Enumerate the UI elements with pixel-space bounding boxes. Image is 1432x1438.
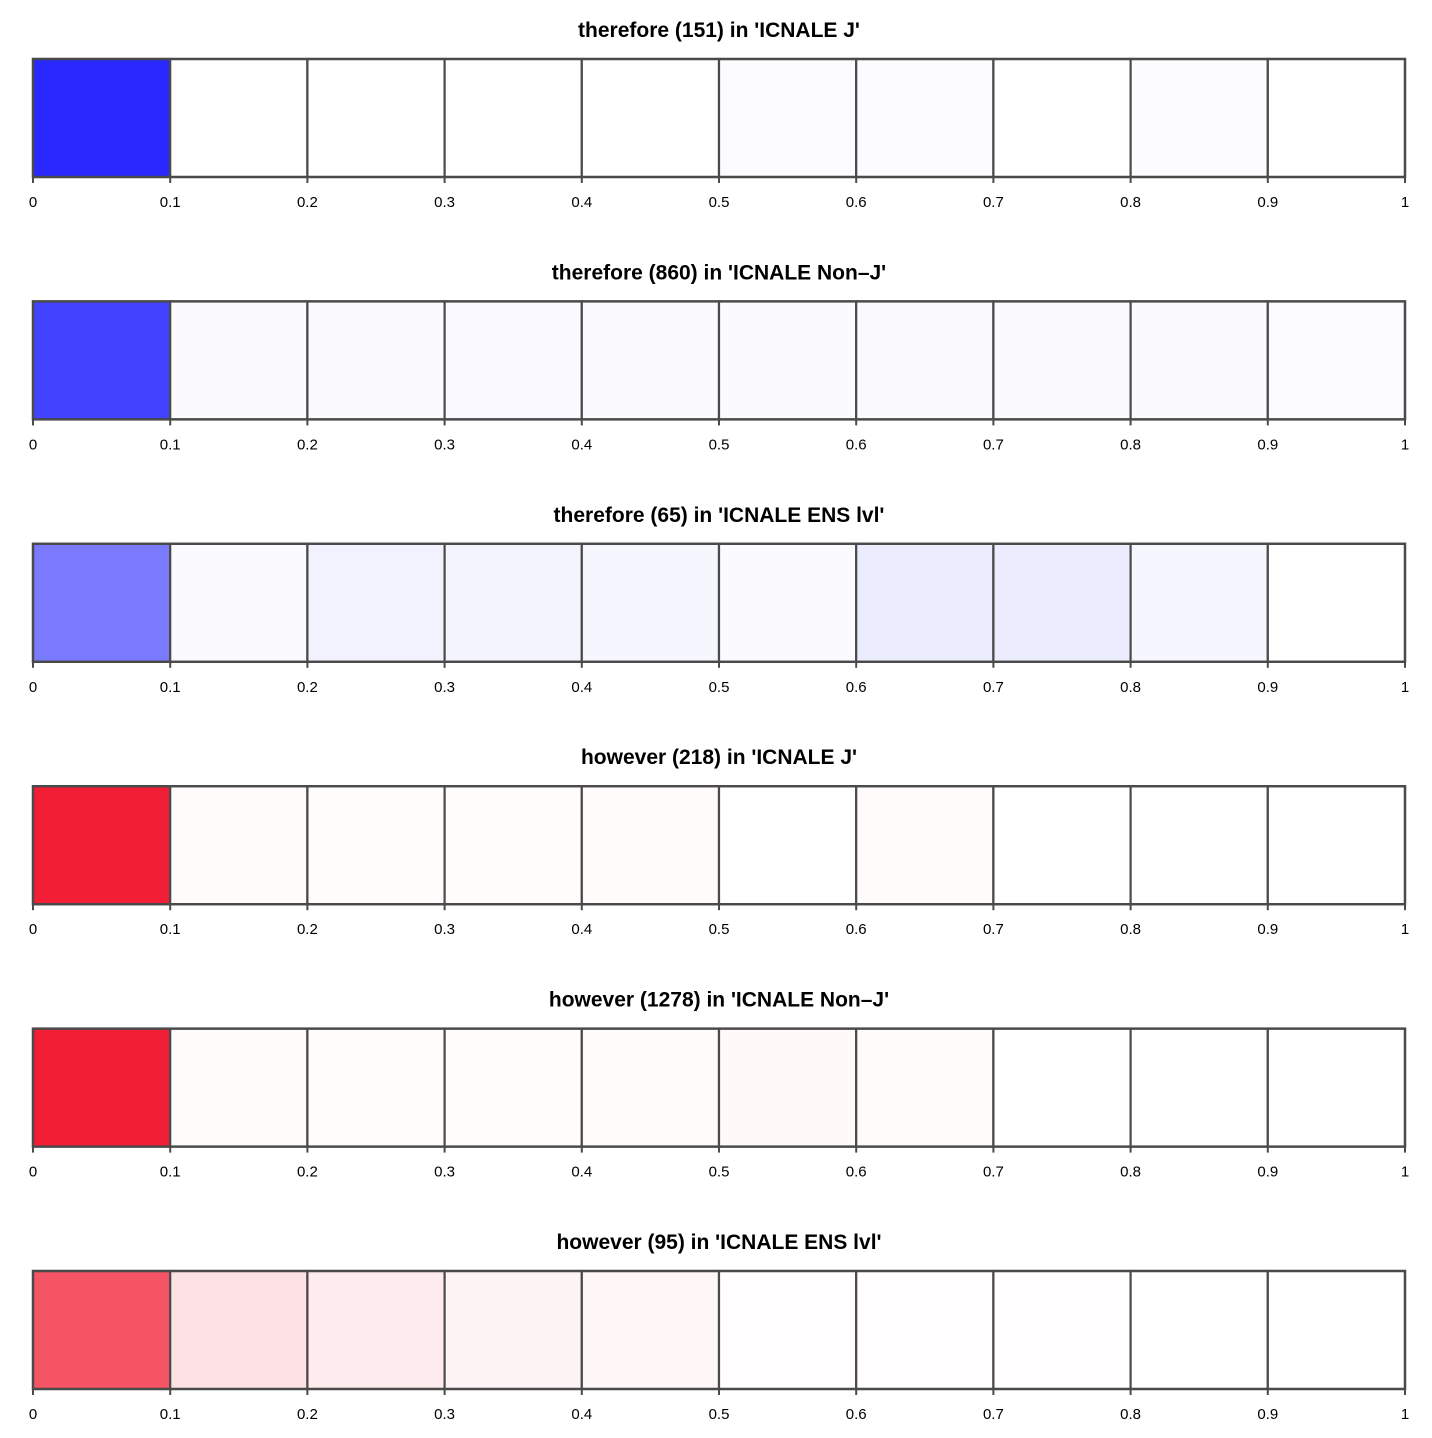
x-tick-label: 0.2 [296, 436, 318, 454]
heat-cell [445, 1271, 582, 1389]
heat-cell [993, 544, 1130, 662]
heat-cell [719, 1271, 856, 1389]
x-tick-label: 0.6 [845, 1406, 867, 1423]
heat-cell [445, 1029, 582, 1147]
heat-cell [719, 1029, 856, 1147]
x-tick-label: 0.3 [434, 1163, 456, 1181]
heat-cell [1268, 786, 1405, 904]
heat-cell [993, 59, 1130, 177]
x-tick-label: 1 [1400, 436, 1410, 454]
heat-cell [170, 786, 307, 904]
x-tick-label: 0.1 [159, 436, 181, 454]
x-tick-label: 0.8 [1120, 436, 1142, 454]
x-tick-label: 0.5 [708, 436, 730, 454]
heat-cell [719, 59, 856, 177]
heat-cell [719, 301, 856, 419]
x-tick-label: 0.4 [571, 1163, 593, 1181]
heat-cell [1131, 786, 1268, 904]
x-tick-label: 0.2 [296, 1406, 318, 1423]
x-tick-label: 0.7 [982, 1163, 1004, 1181]
chart-title: therefore (860) in 'ICNALE Non–J' [551, 261, 887, 285]
heat-cell [582, 1271, 719, 1389]
x-tick-label: 0.5 [708, 1406, 730, 1423]
heat-cell [993, 1271, 1130, 1389]
heat-cell [1268, 1029, 1405, 1147]
heat-cell [33, 544, 170, 662]
heat-cell [1268, 1271, 1405, 1389]
heat-cell [582, 544, 719, 662]
x-tick-label: 0.3 [434, 194, 456, 211]
heat-cell [307, 59, 444, 177]
x-tick-label: 0 [28, 921, 38, 939]
heat-cell [1268, 544, 1405, 662]
heat-cell [307, 786, 444, 904]
x-tick-label: 1 [1400, 921, 1410, 939]
heat-cell [1131, 301, 1268, 419]
heat-cell [993, 1029, 1130, 1147]
heat-cell [1268, 301, 1405, 419]
heat-cell [856, 544, 993, 662]
x-tick-label: 0.8 [1120, 1163, 1142, 1181]
x-tick-label: 1 [1400, 1406, 1410, 1423]
x-tick-label: 0.8 [1120, 678, 1142, 696]
chart-title: therefore (151) in 'ICNALE J' [578, 19, 860, 42]
heat-cell [1131, 544, 1268, 662]
x-tick-label: 0.3 [434, 678, 456, 696]
chart-title: however (95) in 'ICNALE ENS lvl' [556, 1231, 882, 1254]
x-tick-label: 0.9 [1257, 1163, 1279, 1181]
heat-cell [33, 1271, 170, 1389]
heat-cell [993, 301, 1130, 419]
heat-cell [856, 786, 993, 904]
heat-cell [856, 1029, 993, 1147]
heat-cell [307, 1271, 444, 1389]
x-tick-label: 0.8 [1120, 194, 1142, 211]
heat-cell [445, 59, 582, 177]
heat-cell [856, 301, 993, 419]
x-tick-label: 0.3 [434, 921, 456, 939]
heat-cell [170, 59, 307, 177]
chart-panel [29, 19, 1409, 211]
x-tick-label: 0.8 [1120, 921, 1142, 939]
chart-panel [29, 989, 1409, 1181]
heat-cell [307, 301, 444, 419]
x-tick-label: 0.1 [159, 921, 181, 939]
heat-cell [1131, 59, 1268, 177]
x-tick-label: 0 [28, 436, 38, 454]
chart-panel [29, 504, 1409, 696]
heat-cell [1131, 1271, 1268, 1389]
x-tick-label: 0.1 [159, 678, 181, 696]
x-tick-label: 0.7 [982, 921, 1004, 939]
x-tick-label: 0.5 [708, 678, 730, 696]
x-tick-label: 0.5 [708, 1163, 730, 1181]
chart-panel [29, 261, 1409, 453]
x-tick-label: 0 [28, 194, 38, 211]
x-tick-label: 0.6 [845, 436, 867, 454]
heat-cell [170, 1271, 307, 1389]
heat-cell [170, 544, 307, 662]
heat-cell [582, 786, 719, 904]
chart-title: therefore (65) in 'ICNALE ENS lvl' [553, 503, 885, 527]
x-tick-label: 0.9 [1257, 678, 1279, 696]
heat-cell [445, 786, 582, 904]
x-tick-label: 0.9 [1257, 436, 1279, 454]
heat-cell [856, 59, 993, 177]
x-tick-label: 1 [1400, 1163, 1410, 1181]
x-tick-label: 0.2 [296, 921, 318, 939]
x-tick-label: 0.6 [845, 194, 867, 211]
chart-title: however (1278) in 'ICNALE Non–J' [548, 988, 890, 1012]
x-tick-label: 0.9 [1257, 1406, 1279, 1423]
x-tick-label: 1 [1400, 194, 1410, 211]
heat-cell [582, 301, 719, 419]
chart-title: however (218) in 'ICNALE J' [580, 746, 858, 770]
x-tick-label: 0.4 [571, 1406, 593, 1423]
heat-cell [1268, 59, 1405, 177]
x-tick-label: 0.9 [1257, 921, 1279, 939]
x-tick-label: 0.3 [434, 436, 456, 454]
heat-cell [33, 59, 170, 177]
chart-panel [29, 1231, 1409, 1423]
x-tick-label: 1 [1400, 678, 1410, 696]
x-tick-label: 0.4 [571, 678, 593, 696]
x-tick-label: 0.2 [296, 194, 318, 211]
heat-cell [33, 1029, 170, 1147]
x-tick-label: 0.7 [982, 678, 1004, 696]
x-tick-label: 0.2 [296, 1163, 318, 1181]
x-tick-label: 0.4 [571, 436, 593, 454]
heat-cell [33, 301, 170, 419]
x-tick-label: 0.3 [434, 1406, 456, 1423]
x-tick-label: 0.5 [708, 194, 730, 211]
x-tick-label: 0 [28, 1406, 38, 1423]
heat-cell [582, 1029, 719, 1147]
x-tick-label: 0.7 [982, 194, 1004, 211]
chart-panel [29, 746, 1409, 938]
x-tick-label: 0.1 [159, 1406, 181, 1423]
x-tick-label: 0.6 [845, 1163, 867, 1181]
x-tick-label: 0.5 [708, 921, 730, 939]
heat-cell [719, 786, 856, 904]
heat-cell [307, 544, 444, 662]
heat-cell [33, 786, 170, 904]
x-tick-label: 0.4 [571, 194, 593, 211]
heat-cell [1131, 1029, 1268, 1147]
x-tick-label: 0.1 [159, 1163, 181, 1181]
x-tick-label: 0.7 [982, 436, 1004, 454]
x-tick-label: 0.2 [296, 678, 318, 696]
heat-cell [445, 301, 582, 419]
heat-cell [170, 1029, 307, 1147]
heat-cell [856, 1271, 993, 1389]
x-tick-label: 0.7 [982, 1406, 1004, 1423]
x-tick-label: 0.8 [1120, 1406, 1142, 1423]
x-tick-label: 0 [28, 1163, 38, 1181]
x-tick-label: 0.4 [571, 921, 593, 939]
heat-cell [445, 544, 582, 662]
heat-cell [582, 59, 719, 177]
x-tick-label: 0.1 [159, 194, 181, 211]
x-tick-label: 0.6 [845, 678, 867, 696]
x-tick-label: 0.9 [1257, 194, 1279, 211]
heat-cell [719, 544, 856, 662]
x-tick-label: 0.6 [845, 921, 867, 939]
x-tick-label: 0 [28, 678, 38, 696]
heat-cell [993, 786, 1130, 904]
heat-cell [170, 301, 307, 419]
heat-cell [307, 1029, 444, 1147]
